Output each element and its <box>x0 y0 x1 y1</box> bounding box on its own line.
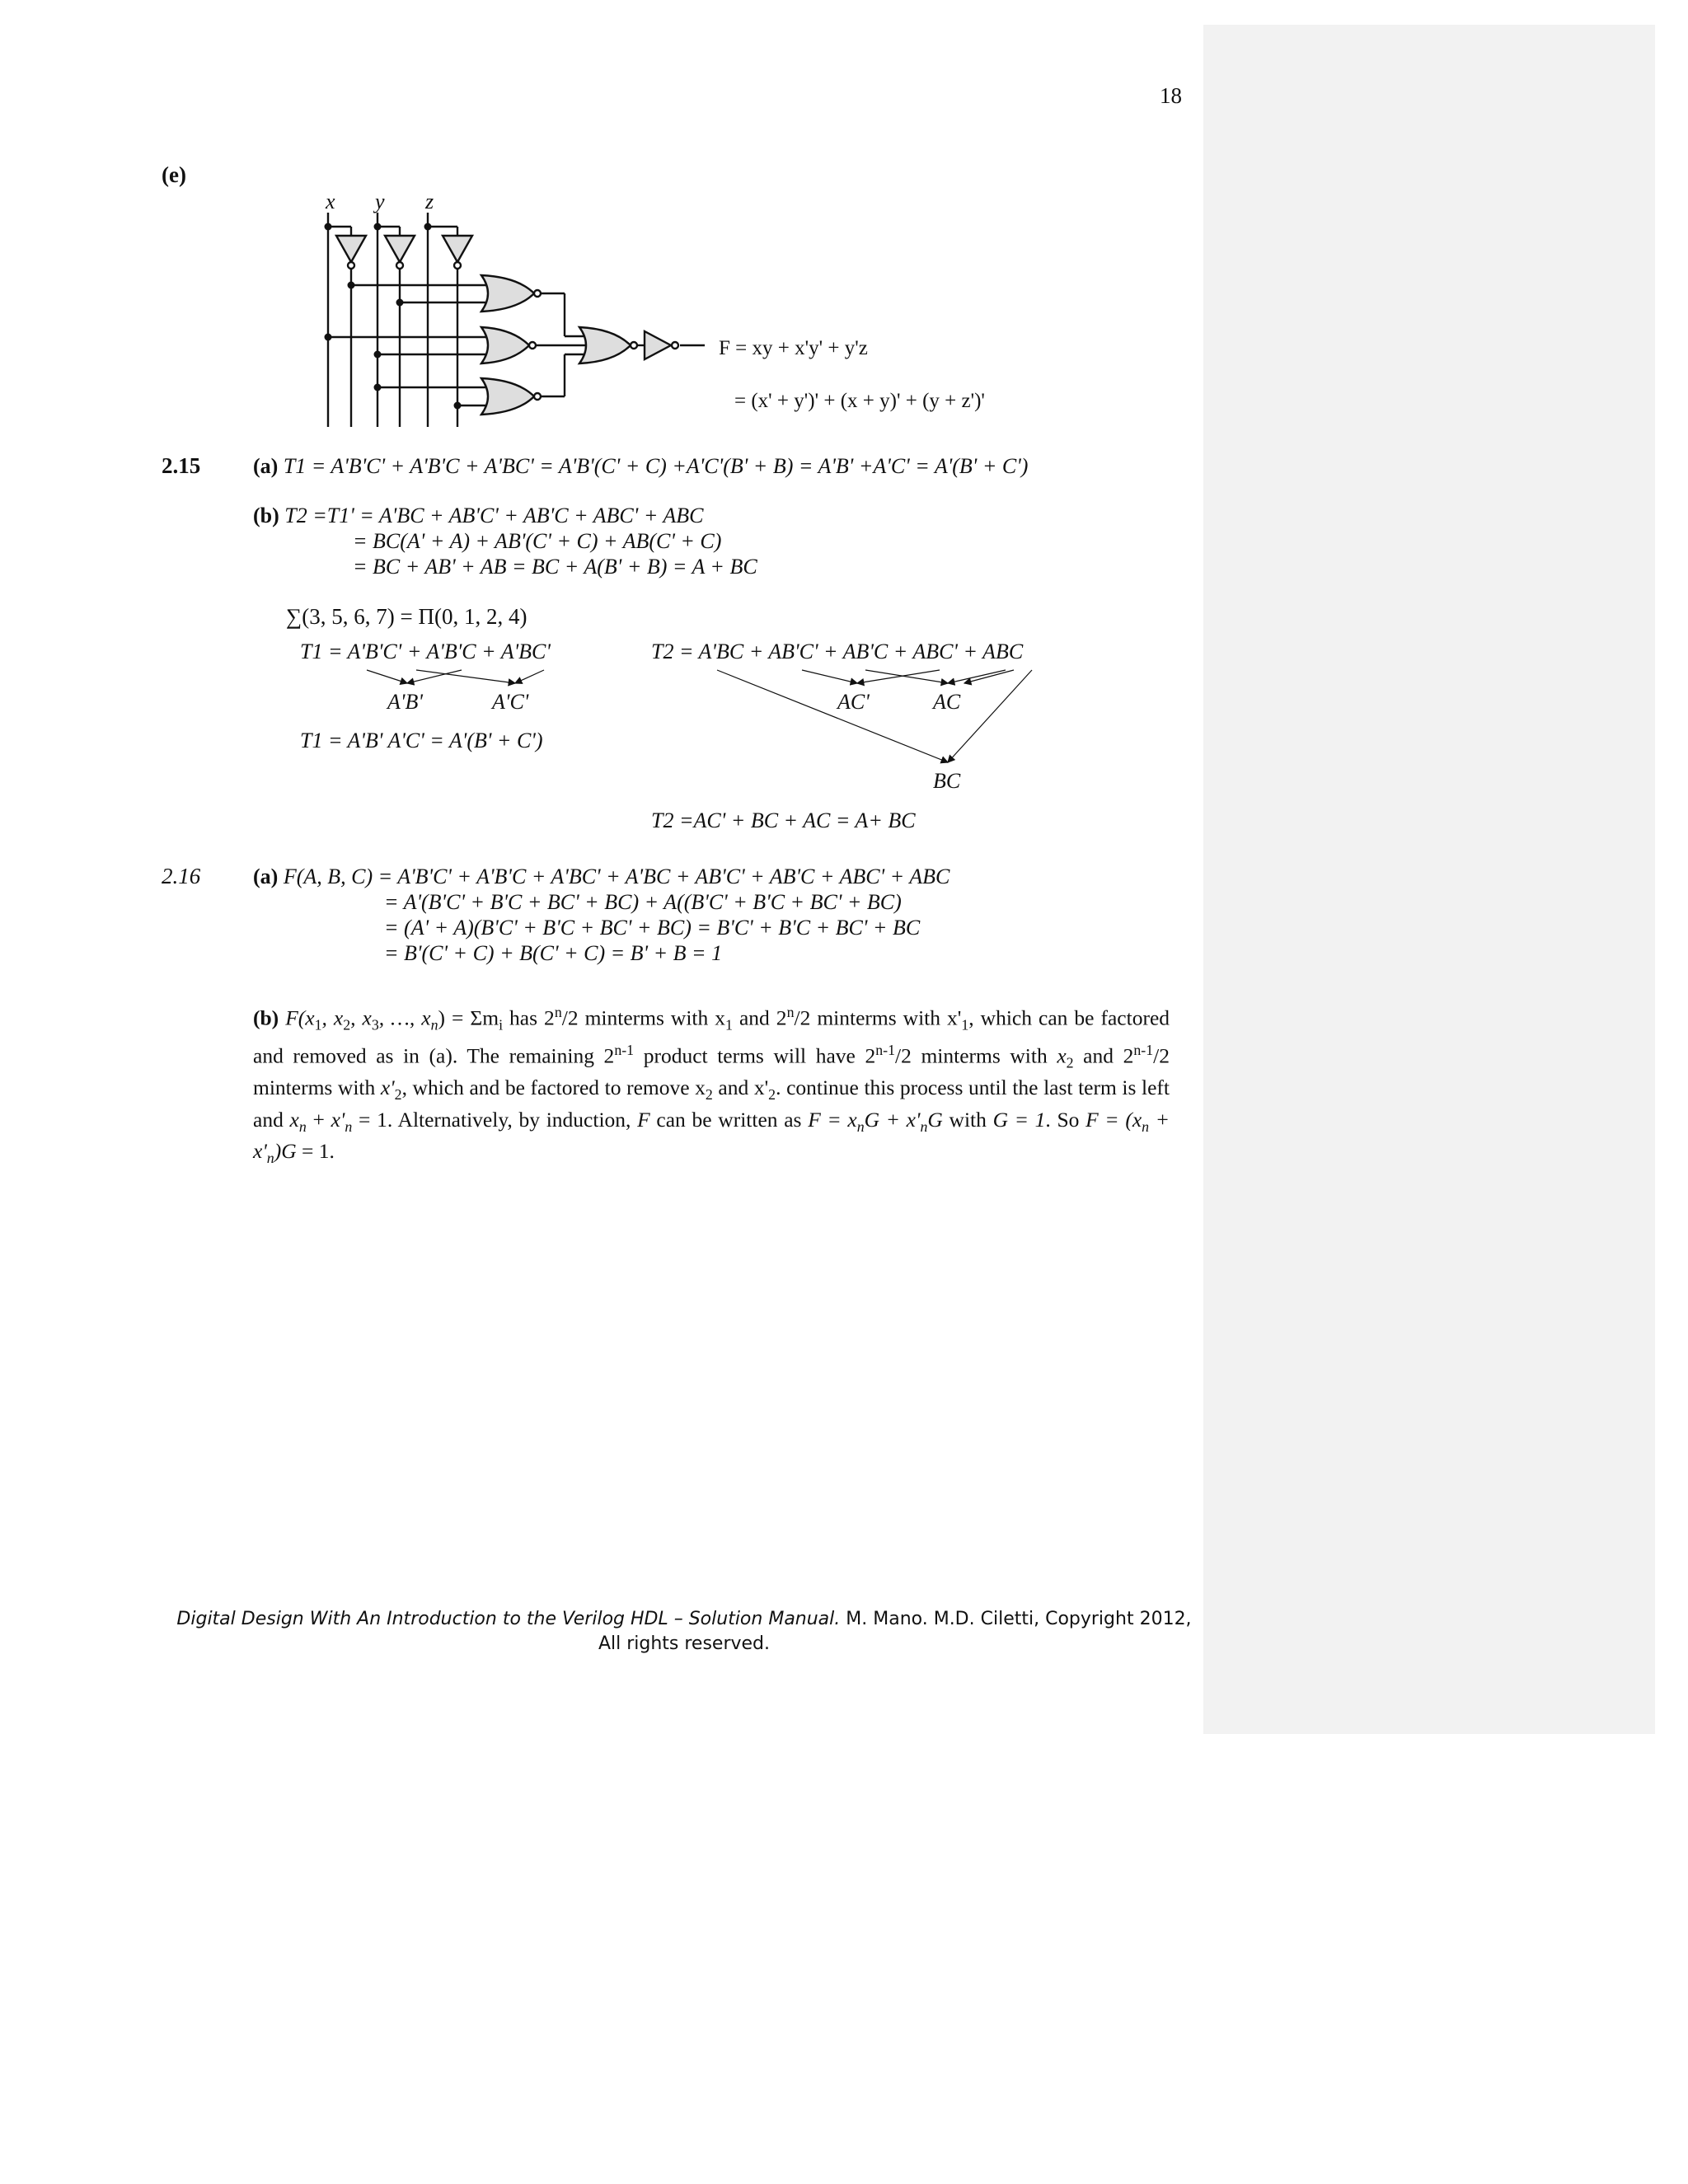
circuit-function: F = xy + x'y' + y'z <box>719 337 868 359</box>
arrow <box>717 670 948 762</box>
arrow <box>948 670 1032 762</box>
equation-line: = A'(B'C' + B'C + BC' + BC) + A((B'C' + B'C + BC' + BC) <box>384 890 902 914</box>
arrow <box>515 670 544 683</box>
equation-line: = (A' + A)(B'C' + B'C + BC' + BC) = B'C' + B'C + BC' + BC <box>384 916 921 940</box>
part-label: (a) <box>253 865 279 888</box>
page-number: 18 <box>1160 83 1182 108</box>
equation: F(A, B, C) = A'B'C' + A'B'C + A'BC' + A'BC + AB'C' + AB'C + ABC' + ABC <box>283 865 950 888</box>
t2-group-2: AC <box>933 690 961 714</box>
equation: T2 =T1' = A'BC + AB'C' + AB'C + ABC' + ABC <box>284 504 704 527</box>
problem-e-label: (e) <box>162 162 186 187</box>
t1-expression: T1 = A'B'C' + A'B'C + A'BC' <box>300 640 551 663</box>
arrow <box>948 670 1006 683</box>
t2-expression: T2 = A'BC + AB'C' + AB'C + ABC' + ABC <box>651 640 1024 663</box>
footer-line-2: All rights reserved. <box>598 1633 771 1654</box>
equation-line: = BC(A' + A) + AB'(C' + C) + AB(C' + C) <box>353 529 722 553</box>
t1-group-2: A'C' <box>492 690 529 714</box>
equation-line: = BC + AB' + AB = BC + A(B' + B) = A + BC <box>353 555 757 579</box>
input-label-y: y <box>375 190 385 213</box>
input-label-x: x <box>326 190 335 213</box>
t2-result: T2 =AC' + BC + AC = A+ BC <box>651 808 916 832</box>
equation: T1 = A'B'C' + A'B'C + A'BC' = A'B'(C' + C) +A'C'(B' + B) = A'B' +A'C' = A'(B' + C') <box>283 454 1029 478</box>
problem-2-16b-paragraph: (b) $F(x_1$, $x_2$, $x_3$, …, $x_n) = \Sigma m_i$ has 2$^n$/2 minterms with $x_1$ and 2$^n$/2 minterms with $x'_1$, which can be factored and removed as in (a). The remaining 2$^{n-1}$ product terms will have 2$^{n-1}$/2 minterms with $x_2$ and 2$^{n-1}$/2 minterms with $x'_2$, which and be factored to remove $x_2$ and $x'_2$. continue this process until the last term is left and $x_n + x'_n = 1$. Alternatively, by induction, F can be written as $F = x_nG + x'_nG$ with G = 1. So $F = (x_n + x'_n)G = 1$. <box>253 1004 1170 1167</box>
problem-2-16a <box>253 864 950 889</box>
page-footer <box>148 1607 1220 1657</box>
t2-group-1: AC' <box>837 690 870 714</box>
arrow <box>964 670 1014 683</box>
t1-result: T1 = A'B' A'C' = A'(B' + C') <box>300 729 543 752</box>
problem-2-15-number: 2.15 <box>162 453 201 478</box>
input-label-z: z <box>425 190 434 213</box>
part-label: (a) <box>253 454 279 478</box>
arrow <box>857 670 940 683</box>
footer-line-1: Digital Design With An Introduction to the Verilog HDL – Solution Manual. M. Mano. M.D. Ciletti, Copyright 2012, <box>176 1609 1192 1629</box>
problem-2-16-number: 2.16 <box>162 864 201 888</box>
arrow <box>865 670 948 683</box>
equation-line: = B'(C' + C) + B(C' + C) = B' + B = 1 <box>384 941 723 965</box>
part-label: (b) <box>253 504 279 527</box>
arrow <box>367 670 407 683</box>
arrow <box>802 670 857 683</box>
circuit-function-nor-form: = (x' + y')' + (x + y)' + (y + z')' <box>734 390 985 412</box>
t2-group-3: BC <box>933 769 961 793</box>
arrow <box>416 670 515 683</box>
t1-group-1: A'B' <box>387 690 423 714</box>
sum-product-expression: ∑(3, 5, 6, 7) = Π(0, 1, 2, 4) <box>286 604 528 629</box>
